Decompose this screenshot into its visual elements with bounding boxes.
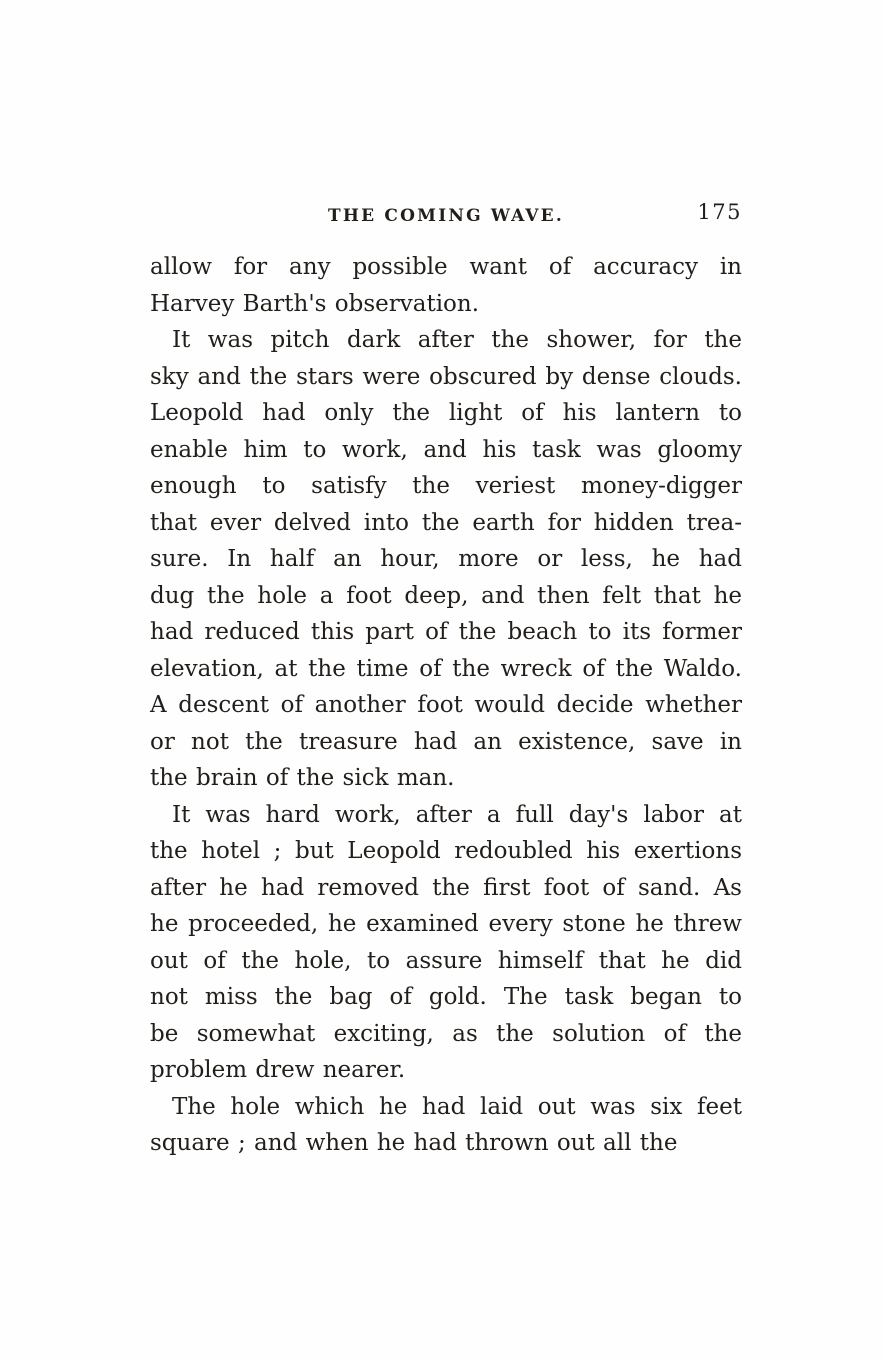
text-line: that ever delved into the earth for hidden trea- xyxy=(150,509,742,536)
text-line: the brain of the sick man. xyxy=(150,765,455,791)
running-header-title: THE COMING WAVE. xyxy=(328,206,564,226)
body-text xyxy=(150,249,742,1162)
text-line: he proceeded, he examined every stone he threw xyxy=(150,911,742,937)
text-line: problem drew nearer. xyxy=(150,1057,406,1083)
text-line: or not the treasure had an existence, save in xyxy=(150,728,742,755)
text-line: Leopold had only the light of his lantern to xyxy=(150,400,742,426)
paragraph xyxy=(150,322,742,797)
text-line: enable him to work, and his task was gloomy xyxy=(150,436,742,463)
text-line: be somewhat exciting, as the solution of the xyxy=(150,1020,742,1047)
paragraph xyxy=(150,797,742,1089)
text-line: out of the hole, to assure himself that he did xyxy=(150,947,742,974)
text-line: enough to satisfy the veriest money-digger xyxy=(150,473,742,499)
text-line: had reduced this part of the beach to its former xyxy=(150,619,742,645)
paragraph xyxy=(150,249,742,322)
text-line: elevation, at the time of the wreck of the Waldo. xyxy=(150,655,742,682)
text-line: not miss the bag of gold. The task began to xyxy=(150,984,742,1010)
text-line: It was pitch dark after the shower, for the xyxy=(172,327,742,353)
text-line: square ; and when he had thrown out all the xyxy=(150,1130,678,1156)
text-line: the hotel ; but Leopold redoubled his exertions xyxy=(150,838,742,864)
text-line: It was hard work, after a full day's labor at xyxy=(172,801,742,828)
paragraph xyxy=(150,1089,742,1162)
text-line: Harvey Barth's observation. xyxy=(150,290,480,317)
text-line: allow for any possible want of accuracy in xyxy=(150,254,742,280)
page-number: 175 xyxy=(697,200,742,224)
text-line: sure. In half an hour, more or less, he had xyxy=(150,546,742,572)
text-line: after he had removed the first foot of sand. As xyxy=(150,874,742,901)
text-line: sky and the stars were obscured by dense clouds. xyxy=(150,363,742,390)
text-line: dug the hole a foot deep, and then felt that he xyxy=(150,582,742,609)
page-header xyxy=(150,200,742,233)
text-line: A descent of another foot would decide whether xyxy=(150,692,742,718)
text-line: The hole which he had laid out was six feet xyxy=(172,1093,742,1120)
